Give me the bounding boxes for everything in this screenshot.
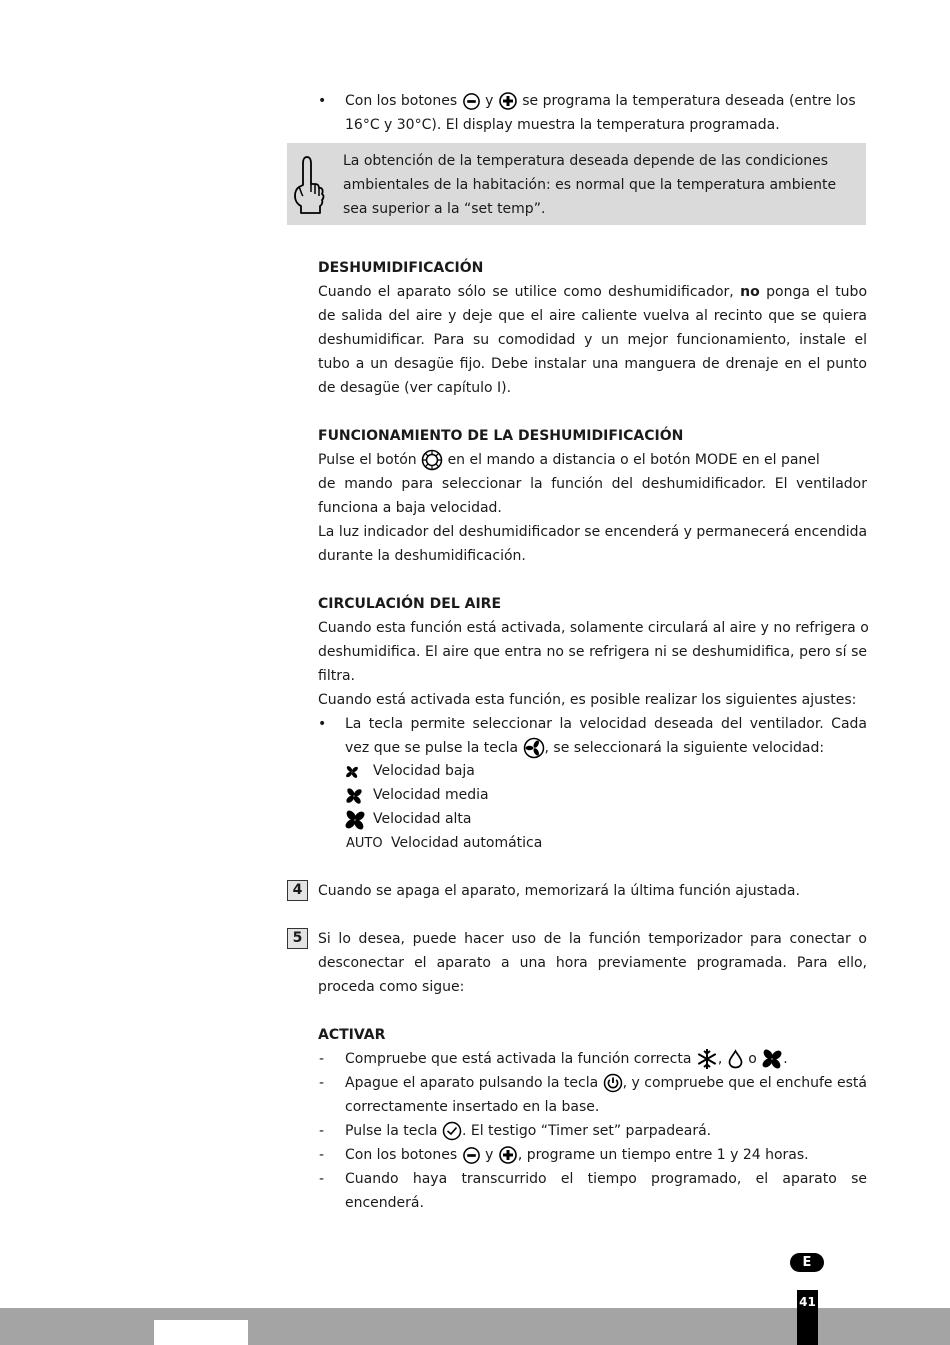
minus-button-icon [462, 92, 481, 111]
page-number: 41 [797, 1290, 818, 1345]
fan-low-icon [345, 765, 359, 779]
dehumidification-line-3: deshumidificar. Para su comodidad y un mejor funcionamiento, instale el [318, 332, 867, 348]
speed-high-label: Velocidad alta [373, 811, 472, 827]
dash-marker: - [319, 1147, 325, 1163]
step-number-4: 4 [287, 880, 308, 901]
dehumidification-line-5: de desagüe (ver capítulo I). [318, 380, 512, 396]
bullet-dot: • [318, 716, 327, 732]
fan-medium-icon [345, 787, 363, 805]
air-circulation-line-1: Cuando esta función está activada, solamente circulará al aire y no refrigera o [318, 620, 869, 636]
timer-button-icon [442, 1121, 462, 1141]
note-line-2: ambientales de la habitación: es normal que la temperatura ambiente [343, 177, 837, 193]
dehum-operation-line-5: durante la deshumidificación. [318, 548, 526, 564]
dehum-operation-line-2: de mando para seleccionar la función del deshumidificador. El ventilador [318, 476, 867, 492]
air-circulation-line-4: Cuando está activada esta función, es posible realizar los siguientes ajustes: [318, 692, 857, 708]
speed-auto-label: Velocidad automática [391, 835, 543, 851]
intro-bullet-line-1: Con los botones y se programa la temperatura deseada (entre los [345, 93, 856, 109]
activate-item-5-line-1: Cuando haya transcurrido el tiempo programado, el aparato se [345, 1171, 867, 1187]
dehumidification-heading: DESHUMIDIFICACIÓN [318, 260, 484, 276]
note-line-3: sea superior a la “set temp”. [343, 201, 546, 217]
pointing-hand-icon [292, 154, 326, 216]
step5-line-2: desconectar el aparato a una hora previamente programada. Para ello, [318, 955, 867, 971]
speed-auto-prefix: AUTO [346, 836, 383, 851]
dehum-operation-line-3: funciona a baja velocidad. [318, 500, 502, 516]
bullet-dot: • [318, 93, 327, 109]
dash-marker: - [319, 1171, 325, 1187]
drop-icon [727, 1049, 744, 1069]
dash-marker: - [319, 1075, 325, 1091]
activate-item-1: Compruebe que está activada la función correcta , o . [345, 1047, 788, 1071]
step4-text: Cuando se apaga el aparato, memorizará la última función ajustada. [318, 883, 800, 899]
footer-white-block [154, 1320, 248, 1345]
plus-button-icon [498, 1145, 518, 1165]
fan-bullet-line-1: La tecla permite seleccionar la velocidad deseada del ventilador. Cada [345, 716, 867, 732]
dehumidify-button-icon [421, 449, 443, 471]
dash-marker: - [319, 1123, 325, 1139]
dehum-operation-heading: FUNCIONAMIENTO DE LA DESHUMIDIFICACIÓN [318, 428, 684, 444]
speed-low-label: Velocidad baja [373, 763, 475, 779]
activate-item-2: Apague el aparato pulsando la tecla , y compruebe que el enchufe está [345, 1075, 867, 1091]
language-badge: E [790, 1253, 824, 1272]
dehumidification-line-4: tubo a un desagüe fijo. Debe instalar una manguera de drenaje en el punto [318, 356, 867, 372]
air-circulation-heading: CIRCULACIÓN DEL AIRE [318, 596, 502, 612]
activate-item-2-line-2: correctamente insertado en la base. [345, 1099, 600, 1115]
dehumidification-line-1: Cuando el aparato sólo se utilice como deshumidificador, no ponga el tubo [318, 284, 868, 300]
note-line-1: La obtención de la temperatura deseada depende de las condiciones [343, 153, 829, 169]
activate-item-3: Pulse la tecla . El testigo “Timer set” parpadeará. [345, 1123, 712, 1139]
air-circulation-line-2: deshumidifica. El aire que entra no se refrigera ni se deshumidifica, pero sí se [318, 644, 867, 660]
speed-medium-label: Velocidad media [373, 787, 489, 803]
fan-high-icon [344, 809, 366, 831]
fan-mode-icon [761, 1048, 783, 1070]
step5-line-1: Si lo desea, puede hacer uso de la función temporizador para conectar o [318, 931, 867, 947]
dehum-operation-line-1: Pulse el botón en el mando a distancia o el botón MODE en el panel [318, 448, 867, 472]
dash-marker: - [319, 1051, 325, 1067]
plus-button-icon [498, 91, 518, 111]
cool-mode-icon [696, 1048, 718, 1070]
fan-button-icon [523, 737, 545, 759]
intro-bullet-line-2: 16°C y 30°C). El display muestra la temperatura programada. [345, 117, 780, 133]
minus-button-icon [462, 1146, 481, 1165]
dehumidification-line-2: de salida del aire y deje que el aire caliente vuelva al recinto que se quiera [318, 308, 867, 324]
fan-bullet-line-2: vez que se pulse la tecla , se seleccionará la siguiente velocidad: [345, 736, 824, 760]
activate-item-5-line-2: encenderá. [345, 1195, 424, 1211]
dehum-operation-line-4: La luz indicador del deshumidificador se encenderá y permanecerá encendida [318, 524, 868, 540]
step-number-5: 5 [287, 928, 308, 949]
activate-heading: ACTIVAR [318, 1027, 386, 1043]
step5-line-3: proceda como sigue: [318, 979, 465, 995]
activate-item-4: Con los botones y , programe un tiempo entre 1 y 24 horas. [345, 1147, 809, 1163]
power-button-icon [603, 1073, 623, 1093]
air-circulation-line-3: filtra. [318, 668, 355, 684]
